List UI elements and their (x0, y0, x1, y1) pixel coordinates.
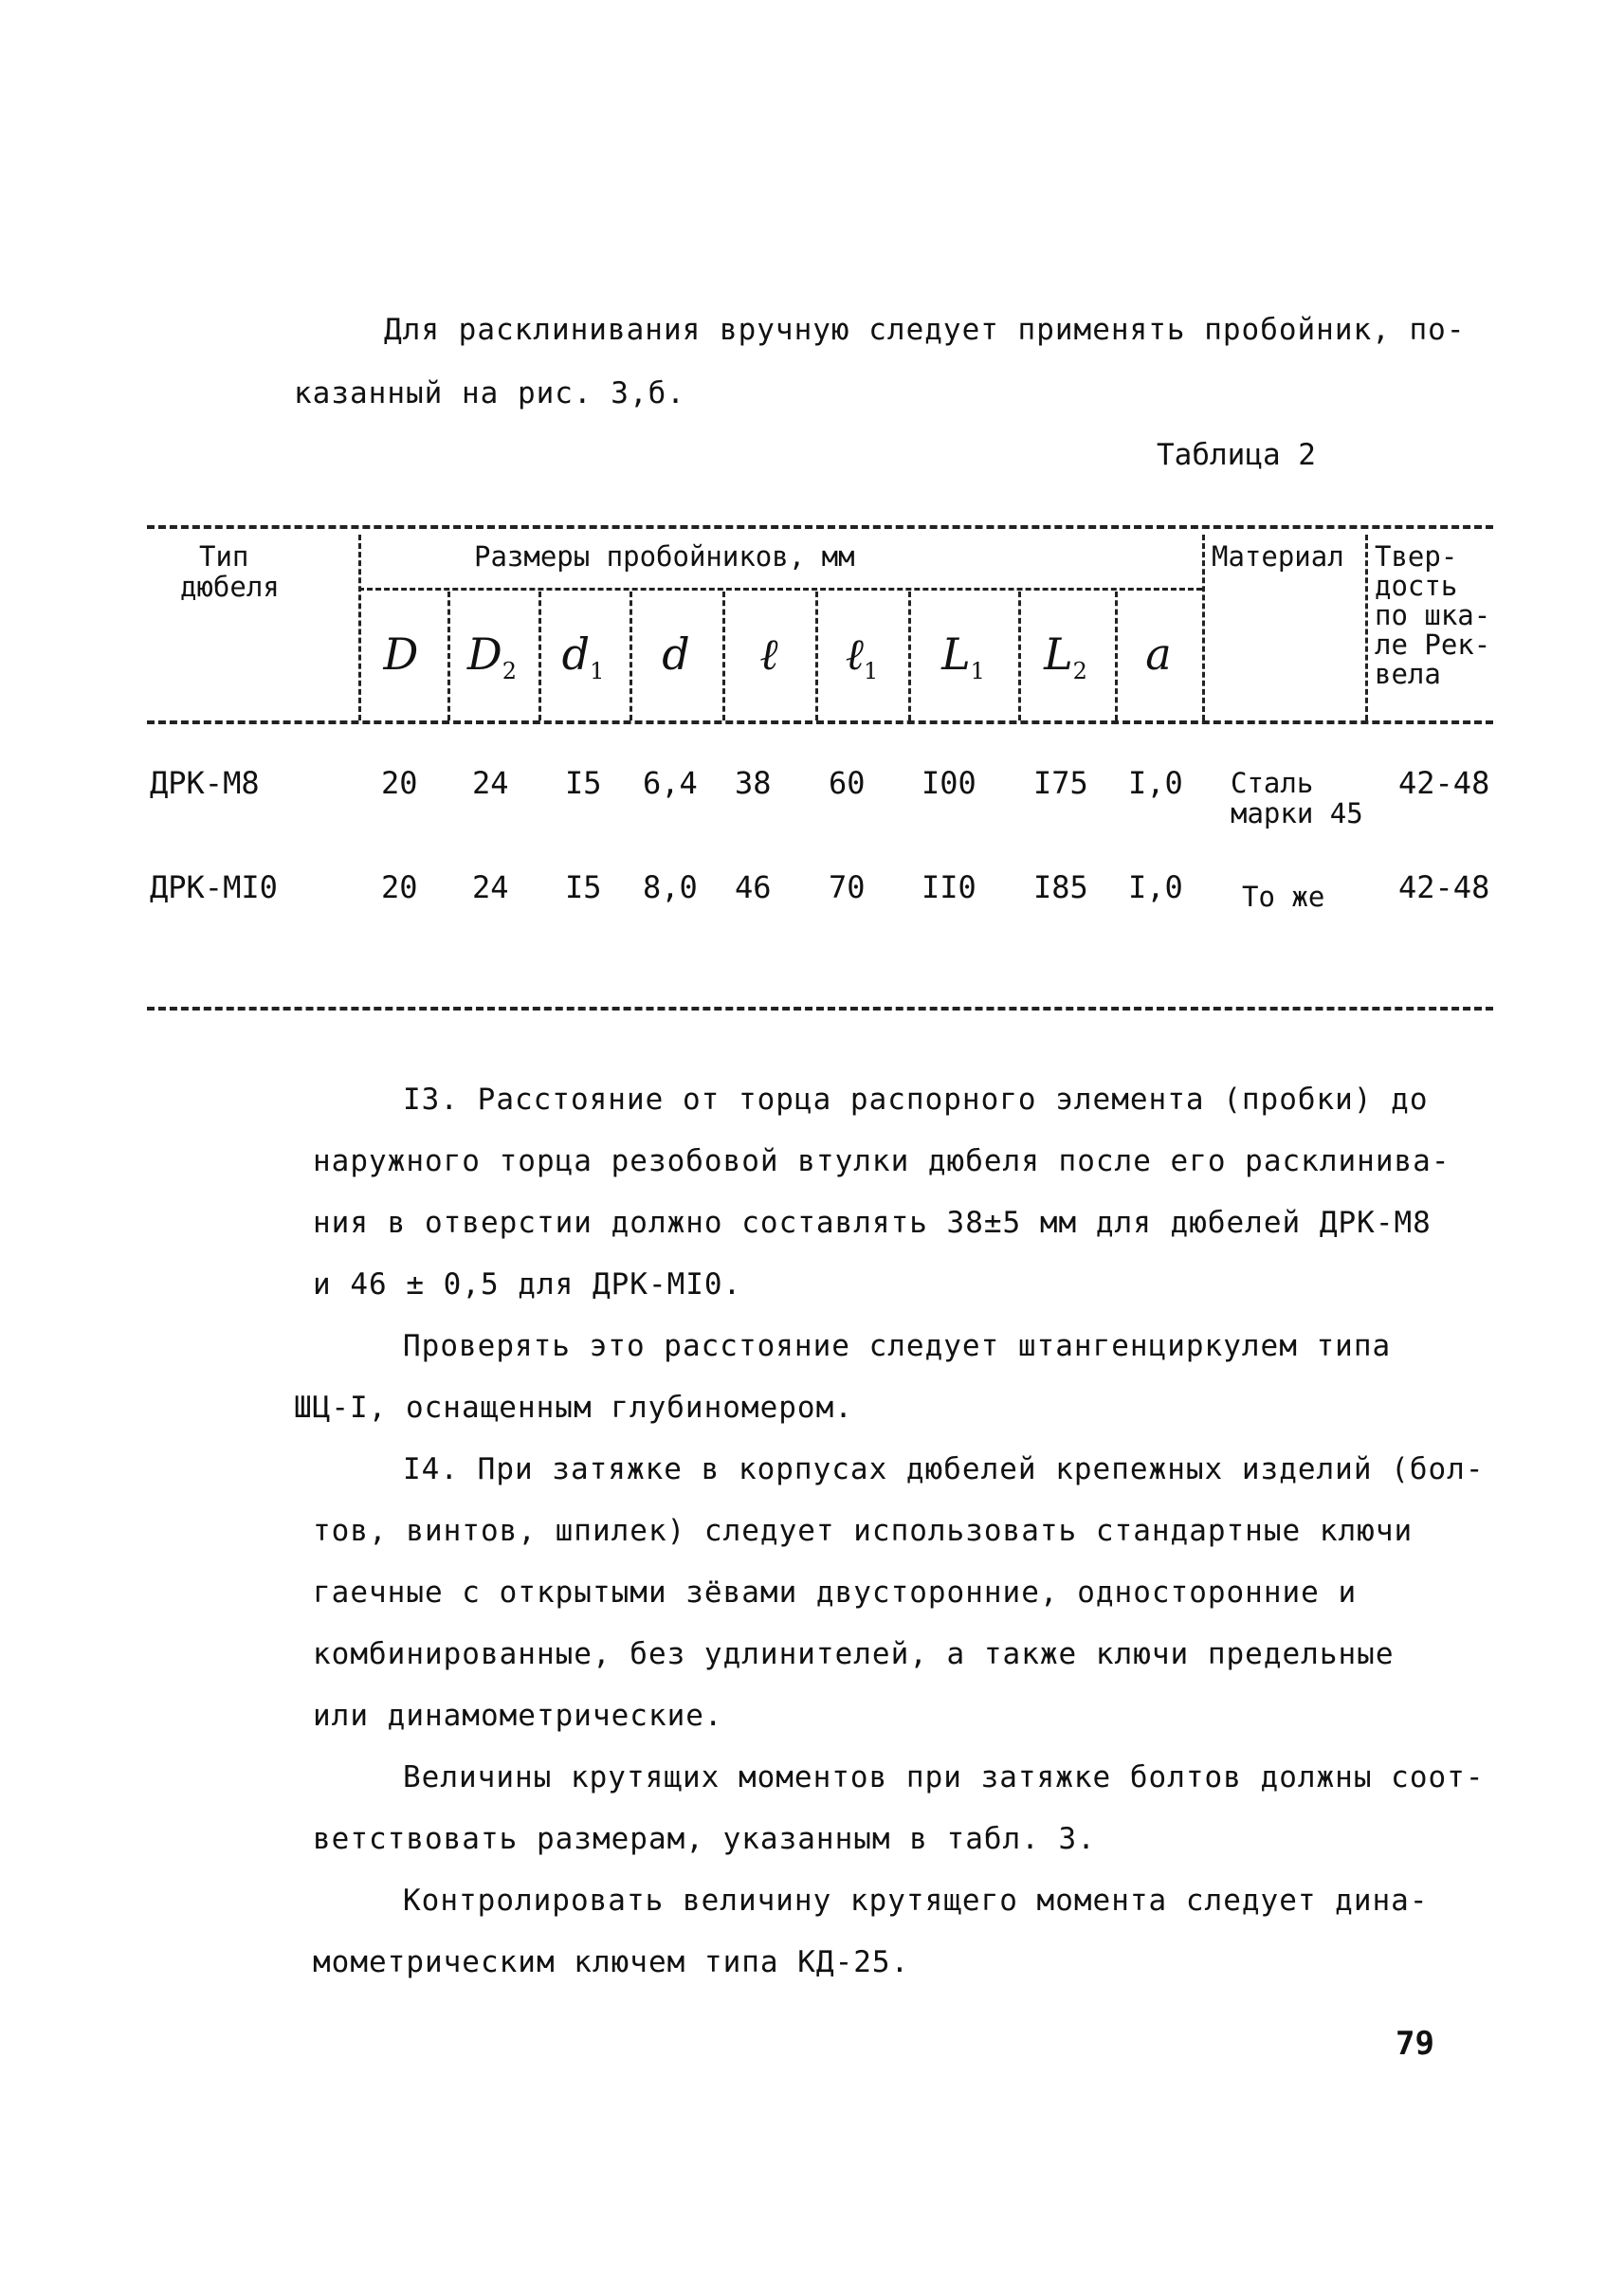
row1-l: 38 (735, 765, 772, 801)
symbol-L1: $L_1$ (941, 628, 985, 685)
col-sep-3 (630, 592, 632, 720)
col-sep-hardness (1365, 535, 1368, 720)
check-line-2: ШЦ-I, оснащенным глубиномером. (294, 1391, 853, 1425)
header-type-2: дюбеля (180, 571, 280, 603)
symbol-a: a (1145, 628, 1172, 680)
symbol-d: d (662, 628, 690, 680)
para14-line-1: I4. При затяжке в корпусах дюбелей крепежных изделий (бол- (403, 1452, 1485, 1486)
col-sep-4 (722, 592, 725, 720)
table-top-rule (147, 525, 1493, 529)
torque-line-1: Величины крутящих моментов при затяжке болтов должны соот- (403, 1760, 1485, 1794)
symbol-L2: $L_2$ (1044, 628, 1087, 685)
row1-D: 20 (381, 765, 418, 801)
symbol-D: D (383, 628, 419, 680)
row2-l: 46 (735, 869, 772, 905)
col-sep-type (358, 535, 361, 720)
header-hardness-1: Твер- (1375, 540, 1458, 573)
torque-line-2: ветствовать размерам, указанным в табл. 3. (313, 1822, 1096, 1856)
col-sep-8 (1115, 592, 1118, 720)
para13-line-3: ния в отверстии должно составлять 38±5 мм для дюбелей ДРК-М8 (313, 1206, 1432, 1240)
page-number: 79 (1396, 2025, 1434, 2063)
symbol-D2: $D_2$ (466, 628, 518, 685)
row1-type: ДРК-М8 (150, 765, 260, 801)
header-hardness-5: вела (1375, 658, 1441, 690)
header-hardness-2: дость (1375, 570, 1458, 602)
sizes-subheader-rule (358, 588, 1202, 591)
intro-line-1: Для расклинивания вручную следует применять пробойник, по- (384, 313, 1466, 347)
symbol-d1: $d_1$ (561, 628, 605, 685)
row1-d1: I5 (565, 765, 602, 801)
control-line-2: мометрическим ключем типа КД-25. (313, 1945, 910, 1979)
para13-line-1: I3. Расстояние от торца распорного элемента (пробки) до (403, 1083, 1429, 1117)
row1-d: 6,4 (643, 765, 698, 801)
row1-hardness: 42-48 (1398, 765, 1490, 801)
row2-L1: II0 (921, 869, 976, 905)
symbol-l: ℓ (759, 628, 778, 680)
row2-l1: 70 (829, 869, 866, 905)
row2-type: ДРК-МI0 (150, 869, 278, 905)
row1-L2: I75 (1033, 765, 1088, 801)
control-line-1: Контролировать величину крутящего момента следует дина- (403, 1884, 1429, 1918)
row2-d1: I5 (565, 869, 602, 905)
row2-material: То же (1242, 881, 1325, 913)
header-material: Материал (1212, 540, 1344, 573)
row1-l1: 60 (829, 765, 866, 801)
check-line-1: Проверять это расстояние следует штангенциркулем типа (403, 1329, 1392, 1363)
symbol-l1: ℓ$_1$ (845, 628, 879, 685)
row2-L2: I85 (1033, 869, 1088, 905)
para14-line-3: гаечные с открытыми зёвами двусторонние, односторонние и (313, 1576, 1358, 1610)
row2-hardness: 42-48 (1398, 869, 1490, 905)
col-sep-1 (447, 592, 450, 720)
row2-D2: 24 (472, 869, 509, 905)
para13-line-2: наружного торца резобовой втулки дюбеля после его расклинива- (313, 1144, 1451, 1178)
col-sep-material (1202, 535, 1205, 720)
table-bottom-rule (147, 1007, 1493, 1011)
row1-D2: 24 (472, 765, 509, 801)
para13-line-4: и 46 ± 0,5 для ДРК-МI0. (313, 1267, 742, 1302)
col-sep-7 (1018, 592, 1021, 720)
intro-line-2: казанный на рис. 3,б. (294, 376, 685, 410)
row1-material-2: марки 45 (1231, 797, 1363, 829)
row1-a: I,0 (1128, 765, 1183, 801)
col-sep-6 (908, 592, 911, 720)
header-hardness-3: по шка- (1375, 599, 1491, 631)
col-sep-2 (538, 592, 541, 720)
para14-line-5: или динамометрические. (313, 1699, 723, 1733)
para14-line-4: комбинированные, без удлинителей, а также ключи предельные (313, 1637, 1395, 1671)
row2-D: 20 (381, 869, 418, 905)
header-hardness-4: ле Рек- (1375, 628, 1491, 661)
para14-line-2: тов, винтов, шпилек) следует использовать стандартные ключи (313, 1514, 1414, 1548)
header-type-1: Тип (199, 540, 249, 573)
table-header-rule (147, 720, 1493, 724)
row1-L1: I00 (921, 765, 976, 801)
col-sep-5 (815, 592, 818, 720)
table-caption: Таблица 2 (1157, 438, 1316, 472)
header-sizes: Размеры пробойников, мм (474, 540, 855, 573)
row2-d: 8,0 (643, 869, 698, 905)
row1-material-1: Сталь (1231, 767, 1314, 799)
row2-a: I,0 (1128, 869, 1183, 905)
